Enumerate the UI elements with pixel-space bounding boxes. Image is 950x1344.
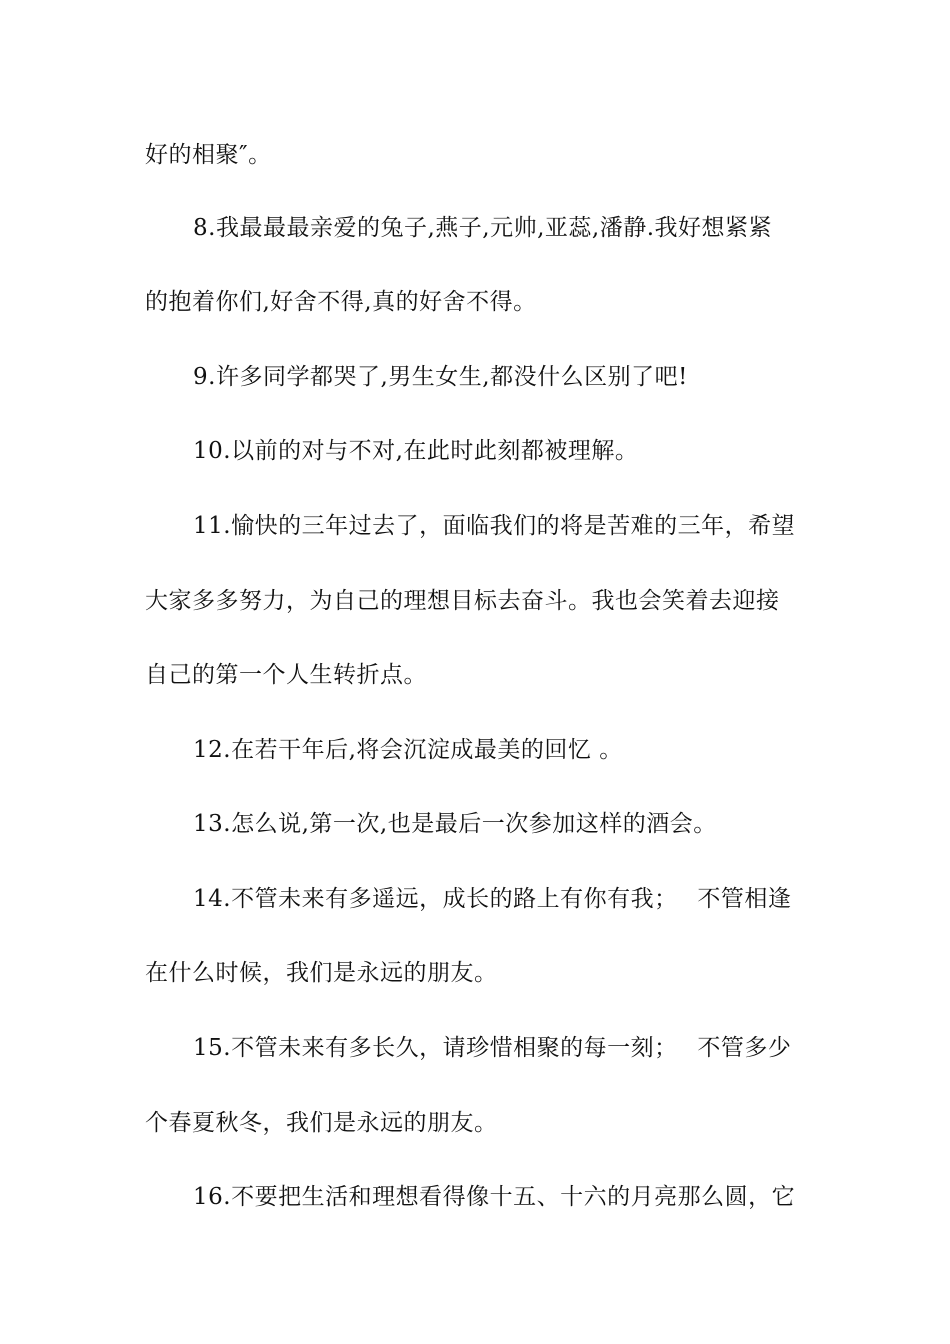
text-line: 13.怎么说,第一次,也是最后一次参加这样的酒会。: [193, 811, 717, 837]
text-line: 9.许多同学都哭了,男生女生,都没什么区别了吧!: [193, 364, 688, 390]
text-line: 个春夏秋冬，我们是永远的朋友。: [145, 1110, 498, 1136]
text-line: 10.以前的对与不对,在此时此刻都被理解。: [193, 438, 639, 464]
text-line: 12.在若干年后,将会沉淀成最美的回忆 。: [193, 737, 623, 763]
text-line: 的抱着你们,好舍不得,真的好舍不得。: [145, 289, 537, 315]
text-line: 11.愉快的三年过去了，面临我们的将是苦难的三年，希望: [193, 513, 796, 539]
text-line: 14.不管未来有多遥远，成长的路上有你有我； 不管相逢: [193, 886, 792, 912]
text-line: 好的相聚″。: [145, 142, 272, 168]
text-line: 在什么时候，我们是永远的朋友。: [145, 960, 498, 986]
text-line: 大家多多努力，为自己的理想目标去奋斗。我也会笑着去迎接: [145, 588, 780, 614]
text-line: 15.不管未来有多长久，请珍惜相聚的每一刻； 不管多少: [193, 1035, 792, 1061]
text-line: 16.不要把生活和理想看得像十五、十六的月亮那么圆，它: [193, 1184, 796, 1210]
text-line: 8.我最最最亲爱的兔子,燕子,元帅,亚蕊,潘静.我好想紧紧: [193, 215, 772, 241]
text-line: 自己的第一个人生转折点。: [145, 662, 427, 688]
